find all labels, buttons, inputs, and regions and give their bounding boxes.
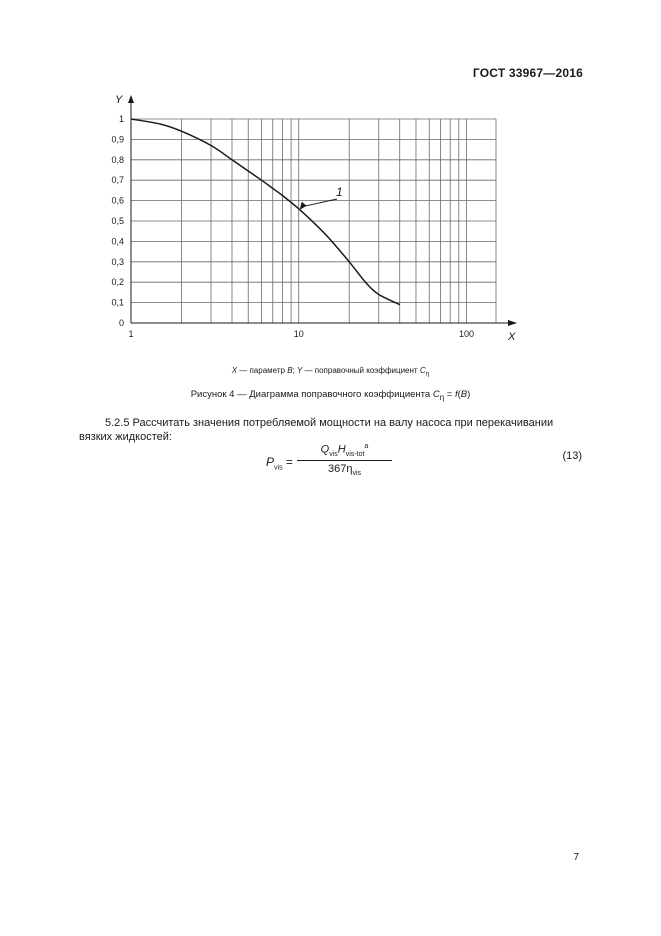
formula-denominator [297,461,392,477]
y-tick-label: 0,8 [111,154,124,165]
correction-coefficient-chart [0,0,661,360]
y-axis-label: Y [115,94,123,106]
y-tick-label: 0,9 [111,134,124,145]
page-number: 7 [573,852,579,863]
legend-c-var: C [419,366,426,375]
chart-grid [131,119,496,323]
formula-h-sub: vis-tot [345,450,365,458]
y-tick-label: 1 [118,114,124,124]
formula-h: H [337,443,346,456]
legend-y-var: Y [296,366,303,375]
x-tick-label: 1 [128,329,134,339]
y-tick-labels [111,114,124,328]
legend-y-desc: — поправочный коэффициент [302,366,420,375]
formula-eta-sub: vis [352,470,362,478]
curve-leader-line [302,199,337,207]
figure-caption [0,389,661,402]
formula-367: 367 [327,462,347,475]
formula-h-sup: a [364,443,369,450]
y-tick-label: 0,7 [111,175,124,186]
figure-legend [0,366,661,378]
formula-q-sub: vis [329,450,338,458]
formula-p: P [266,455,275,469]
x-axis-label: X [508,331,516,343]
x-tick-label: 100 [458,329,474,339]
y-tick-label: 0,6 [111,195,124,206]
formula-eta: η [346,462,353,475]
formula-fraction [297,443,392,477]
y-tick-label: 0,5 [111,216,124,226]
y-tick-label: 0,2 [111,277,124,288]
curve-label: 1 [336,185,343,199]
caption-c-sub: η [439,392,445,402]
caption-eq: = [444,389,455,400]
formula-lhs [266,455,293,471]
y-tick-label: 0,4 [111,236,124,247]
x-tick-labels [128,329,473,339]
caption-b-var: B [460,389,468,400]
paragraph-text: 5.2.5 Рассчитать значения потребляемой мощности на валу насоса при перекачивании вязких жидкостей: [79,417,554,443]
caption-c-var: C [432,389,440,400]
y-tick-label: 0,3 [111,256,124,267]
legend-b-var: B [287,366,293,375]
curve-group [131,119,400,305]
section-paragraph [79,416,582,444]
caption-close-paren: ) [467,389,471,400]
y-axis-arrow [128,95,134,103]
formula-q: Q [320,443,330,456]
legend-c-sub: η [425,370,430,378]
y-tick-label: 0,1 [111,297,124,308]
x-axis-arrow [508,320,517,326]
caption-text: Рисунок 4 — Диаграмма поправочного коэффициента [190,389,433,400]
curve-line [131,119,400,305]
caption-open-paren: ( [457,389,461,400]
legend-x-var: X [231,366,238,375]
equation-number: (13) [562,450,582,462]
legend-sep: ; [292,366,297,375]
x-tick-label: 10 [293,329,304,339]
legend-x-desc: — параметр [237,366,288,375]
document-code: ГОСТ 33967—2016 [472,66,583,80]
y-tick-label: 0 [118,318,124,328]
formula-numerator [297,443,392,461]
formula-eq: = [282,455,293,469]
formula-p-sub: vis [274,464,283,472]
curve-leader-arrow [300,202,307,210]
caption-f: f [454,389,458,400]
